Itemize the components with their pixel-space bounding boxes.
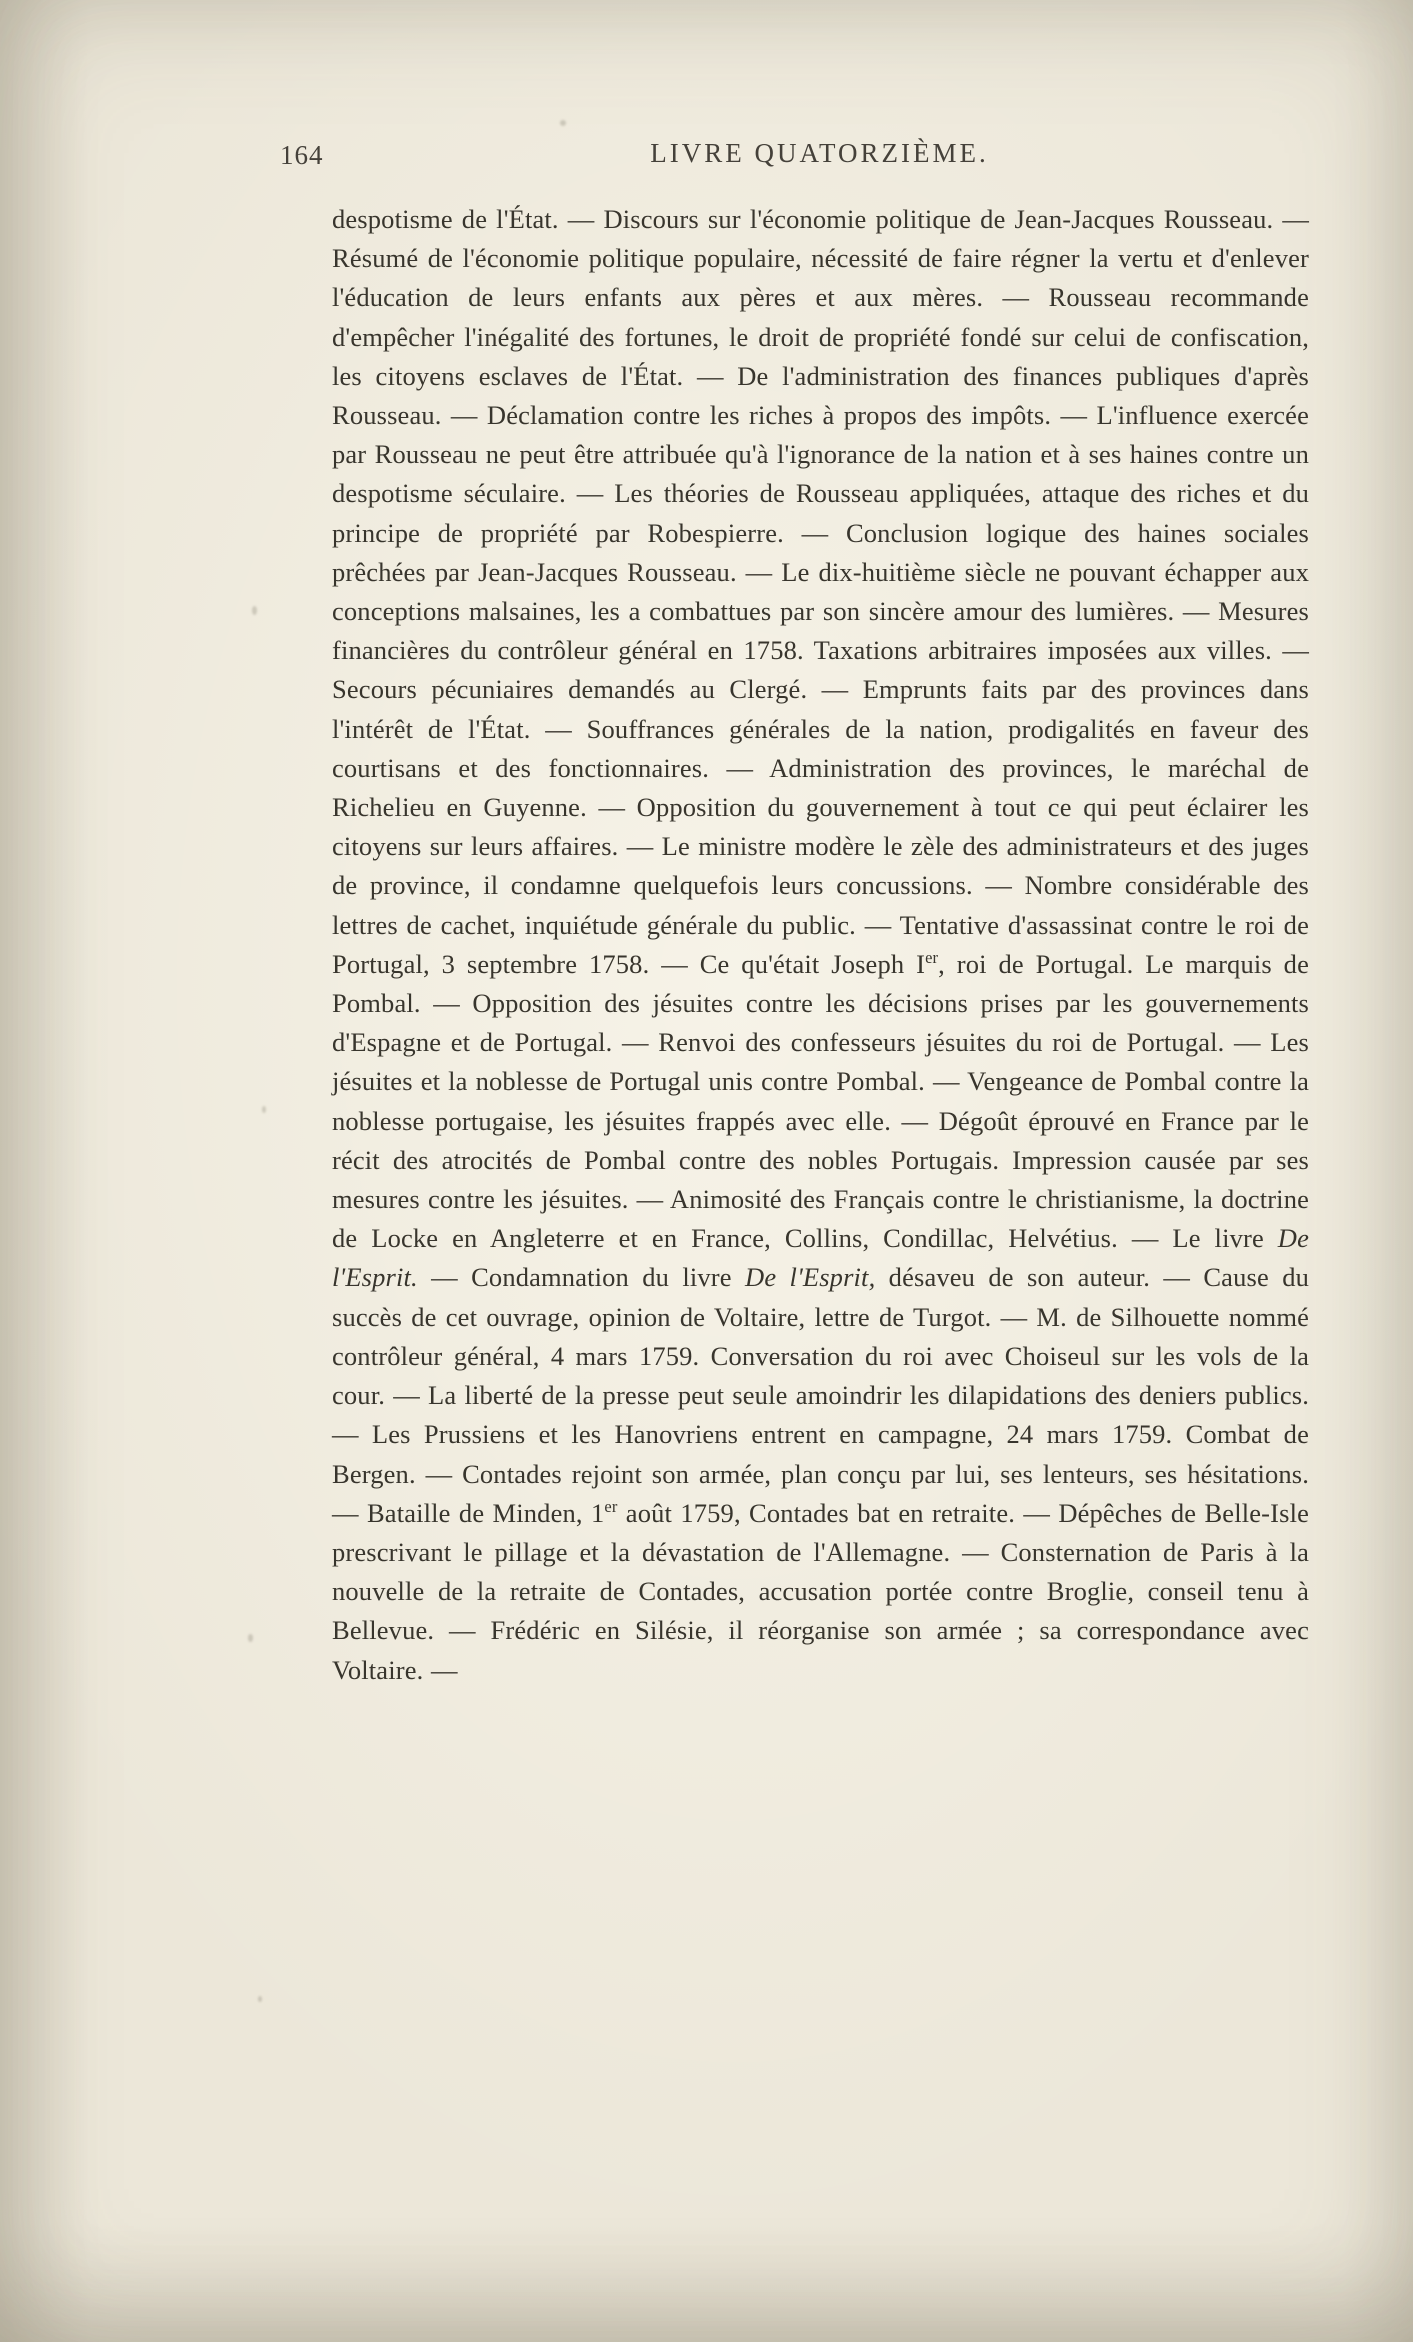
page-number: 164 <box>280 140 324 170</box>
body-text-segment: désaveu de son auteur. — Cause du succès de cet ouvrage, opinion de Voltaire, lettre de Turgot. — M. de Silhouette nommé contrôleur général, 4 mars 1759. Conversation du roi avec Choiseul sur les vols de la cour. — La liberté de la presse peut seule amoindrir les dilapidations des deniers publics. — Les Prussiens et les Hanovriens entrent en campagne, 24 mars 1759. Combat de Bergen. — Contades rejoint son armée, plan conçu par lui, ses lenteurs, ses hésitations. — Bataille de Minden, 1 <box>332 1262 1309 1528</box>
italic-book-title: De l'Esprit, <box>745 1262 876 1293</box>
running-title: LIVRE QUATORZIÈME. <box>650 138 989 168</box>
page-header <box>280 138 1307 180</box>
italic-book-title: De l'Esprit. <box>332 1223 1309 1293</box>
scan-artifact <box>258 1996 262 2002</box>
scan-artifact <box>252 606 257 615</box>
scan-artifact <box>248 1634 253 1642</box>
superscript-ordinal: er <box>925 948 939 968</box>
body-text-segment: despotisme de l'État. — Discours sur l'économie politique de Jean-Jacques Rousseau. — Résumé de l'économie politique populaire, nécessité de faire régner la vertu et d'enlever l'éducation de leurs enfants aux pères et aux mères. — Rousseau recommande d'empêcher l'inégalité des fortunes, le droit de propriété fondé sur celui de confiscation, les citoyens esclaves de l'État. — De l'administration des finances publiques d'après Rousseau. — Déclamation contre les riches à propos des impôts. — L'influence exercée par Rousseau ne peut être attribuée qu'à l'ignorance de la nation et à ses haines contre un despotisme séculaire. — Les théories de Rousseau appliquées, attaque des riches et du principe de propriété par Robespierre. — Conclusion logique des haines sociales prêchées par Jean-Jacques Rousseau. — Le dix-huitième siècle ne pouvant échapper aux conceptions malsaines, les a combattues par son sincère amour des lumières. — Mesures financières du contrôleur général en 1758. Taxations arbitraires imposées aux villes. — Secours pécuniaires demandés au Clergé. — Emprunts faits par des provinces dans l'intérêt de l'État. — Souffrances générales de la nation, prodigalités en faveur des courtisans et des fonctionnaires. — Administration des provinces, le maréchal de Richelieu en Guyenne. — Opposition du gouvernement à tout ce qui peut éclairer les citoyens sur leurs affaires. — Le ministre modère le zèle des administrateurs et des juges de province, il condamne quelquefois leurs concussions. — Nombre considérable des lettres de cachet, inquiétude générale du public. — Tentative d'assassinat contre le roi de Portugal, 3 septembre 1758. — Ce qu'était Joseph I <box>332 204 1309 979</box>
scan-artifact <box>262 1106 266 1113</box>
chapter-summary-text <box>332 200 1309 1690</box>
scan-artifact <box>560 120 566 126</box>
body-text-segment: — Condamnation du livre <box>417 1262 746 1293</box>
superscript-ordinal: er <box>604 1496 618 1516</box>
body-text-segment: août 1759, Contades bat en retraite. — Dépêches de Belle-Isle prescrivant le pillage et la dévastation de l'Allemagne. — Consternation de Paris à la nouvelle de la retraite de Contades, accusation portée contre Broglie, conseil tenu à Bellevue. — Frédéric en Silésie, il réorganise son armée ; sa correspondance avec Voltaire. — <box>332 1497 1309 1685</box>
body-text-segment: , roi de Portugal. Le marquis de Pombal. — Opposition des jésuites contre les décisions prises par les gouvernements d'Espagne et de Portugal. — Renvoi des confesseurs jésuites du roi de Portugal. — Les jésuites et la noblesse de Portugal unis contre Pombal. — Vengeance de Pombal contre la noblesse portugaise, les jésuites frappés avec elle. — Dégoût éprouvé en France par le récit des atrocités de Pombal contre des nobles Portugais. Impression causée par ses mesures contre les jésuites. — Animosité des Français contre le christianisme, la doctrine de Locke en Angleterre et en France, Collins, Condillac, Helvétius. — Le livre <box>332 948 1309 1254</box>
